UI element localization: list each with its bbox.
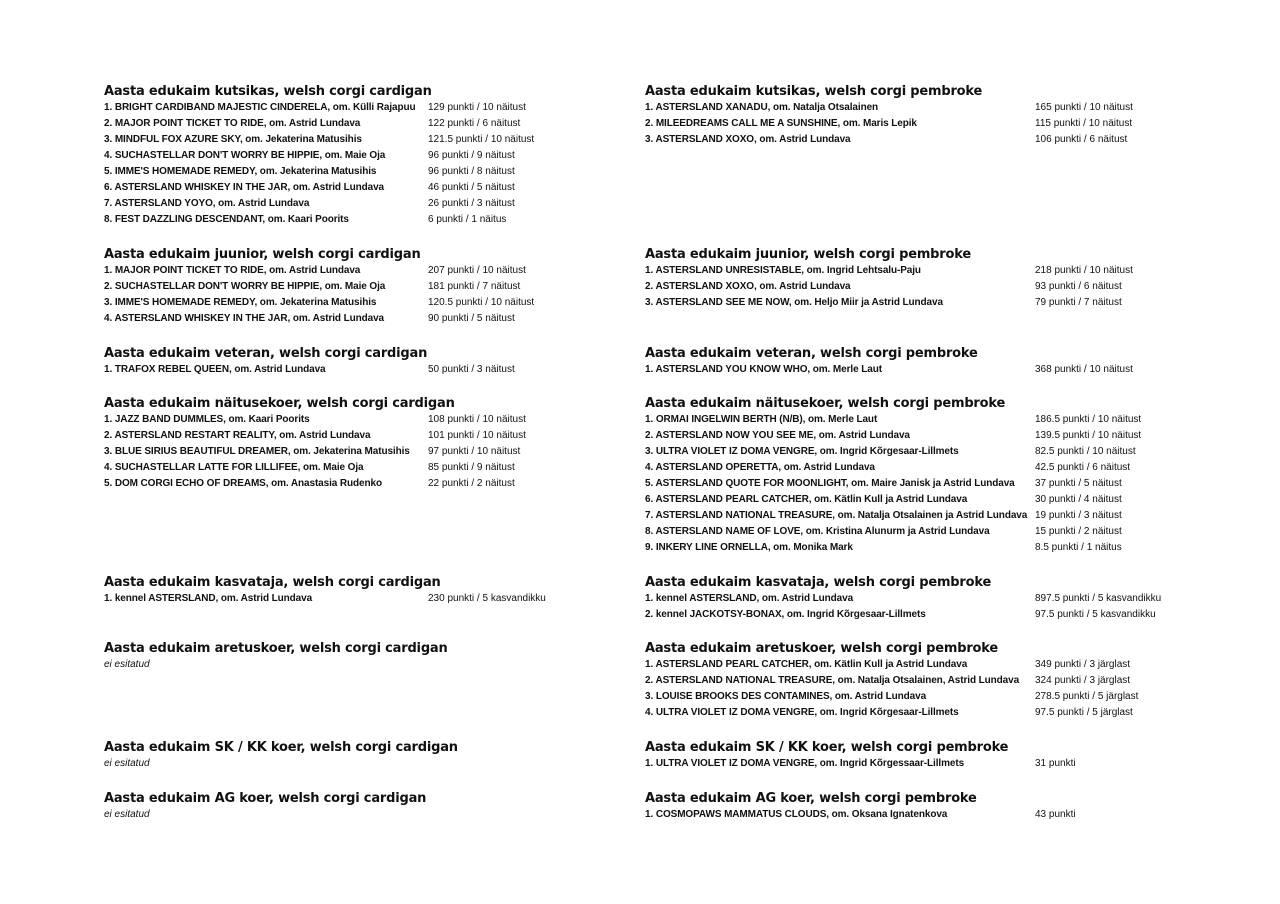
dog-name: 2. ASTERSLAND XOXO, om. Astrid Lundava — [645, 281, 851, 292]
dog-name: 4. ASTERSLAND OPERETTA, om. Astrid Lundava — [645, 462, 875, 473]
dog-name: 1. kennel ASTERSLAND, om. Astrid Lundava — [104, 593, 313, 604]
score: 106 punkti / 6 näitust — [1035, 134, 1128, 145]
score: 6 punkti / 1 näitus — [428, 214, 507, 225]
dog-name: 1. ASTERSLAND XANADU, om. Natalja Otsalainen — [645, 102, 879, 113]
dog-name: 3. IMME'S HOMEMADE REMEDY, om. Jekaterina Matusihis — [104, 297, 377, 308]
dog-name: 8. FEST DAZZLING DESCENDANT, om. Kaari Poorits — [104, 214, 349, 225]
section-title: Aasta edukaim veteran, welsh corgi pembroke — [645, 346, 978, 361]
ranking-row — [645, 705, 1133, 721]
score: 207 punkti / 10 näitust — [428, 265, 526, 276]
score: 96 punkti / 8 näitust — [428, 166, 515, 177]
score: 50 punkti / 3 näitust — [428, 364, 515, 375]
ranking-row — [645, 689, 1139, 705]
section-title: Aasta edukaim SK / KK koer, welsh corgi pembroke — [645, 740, 1009, 755]
dog-name: 1. TRAFOX REBEL QUEEN, om. Astrid Lundava — [104, 364, 326, 375]
ranking-row — [645, 524, 1122, 540]
dog-name: 1. ASTERSLAND UNRESISTABLE, om. Ingrid Lehtsalu-Paju — [645, 265, 921, 276]
dog-name: 9. INKERY LINE ORNELLA, om. Monika Mark — [645, 542, 853, 553]
ranking-row — [645, 540, 1122, 556]
dog-name: 1. MAJOR POINT TICKET TO RIDE, om. Astrid Lundava — [104, 265, 361, 276]
score: 15 punkti / 2 näitust — [1035, 526, 1122, 537]
dog-name: 6. ASTERSLAND PEARL CATCHER, om. Kätlin Kull ja Astrid Lundava — [645, 494, 968, 505]
ranking-row — [104, 279, 521, 295]
award-section — [645, 83, 1133, 148]
score: 19 punkti / 3 näitust — [1035, 510, 1122, 521]
dog-name: 3. MINDFUL FOX AZURE SKY, om. Jekaterina Matusihis — [104, 134, 362, 145]
ranking-row — [104, 132, 535, 148]
section-title: Aasta edukaim aretuskoer, welsh corgi cardigan — [104, 641, 448, 656]
score: 218 punkti / 10 näitust — [1035, 265, 1133, 276]
dog-name: 2. ASTERSLAND NATIONAL TREASURE, om. Natalja Otsalainen, Astrid Lundava — [645, 675, 1020, 686]
ranking-row — [645, 428, 1142, 444]
not-submitted-note: ei esitatud — [104, 758, 150, 769]
award-section — [645, 246, 1133, 311]
section-title: Aasta edukaim kasvataja, welsh corgi cardigan — [104, 575, 441, 590]
dog-name: 5. ASTERSLAND QUOTE FOR MOONLIGHT, om. Maire Janisk ja Astrid Lundava — [645, 478, 1015, 489]
ranking-row — [104, 164, 515, 180]
dog-name: 1. COSMOPAWS MAMMATUS CLOUDS, om. Oksana Ignatenkova — [645, 809, 948, 820]
ranking-row — [645, 362, 1133, 378]
ranking-row — [645, 444, 1136, 460]
dog-name: 1. JAZZ BAND DUMMLES, om. Kaari Poorits — [104, 414, 310, 425]
dog-name: 2. MILEEDREAMS CALL ME A SUNSHINE, om. Maris Lepik — [645, 118, 917, 129]
section-title: Aasta edukaim kasvataja, welsh corgi pembroke — [645, 575, 992, 590]
ranking-row — [645, 807, 1076, 823]
ranking-row — [104, 591, 546, 607]
section-title: Aasta edukaim aretuskoer, welsh corgi pembroke — [645, 641, 998, 656]
ranking-row — [645, 460, 1131, 476]
ranking-row — [104, 180, 515, 196]
ranking-row — [104, 263, 526, 279]
dog-name: 2. MAJOR POINT TICKET TO RIDE, om. Astrid Lundava — [104, 118, 361, 129]
dog-name: 5. DOM CORGI ECHO OF DREAMS, om. Anastasia Rudenko — [104, 478, 382, 489]
section-title: Aasta edukaim SK / KK koer, welsh corgi cardigan — [104, 740, 458, 755]
not-submitted-note: ei esitatud — [104, 809, 150, 820]
score: 115 punkti / 10 näitust — [1035, 118, 1133, 129]
award-section — [104, 83, 535, 228]
dog-name: 7. ASTERSLAND NATIONAL TREASURE, om. Natalja Otsalainen ja Astrid Lundava — [645, 510, 1028, 521]
dog-name: 3. ASTERSLAND SEE ME NOW, om. Heljo Miir ja Astrid Lundava — [645, 297, 943, 308]
award-section — [104, 640, 448, 673]
ranking-row — [645, 657, 1131, 673]
score: 121.5 punkti / 10 näitust — [428, 134, 535, 145]
section-title: Aasta edukaim AG koer, welsh corgi pembroke — [645, 791, 977, 806]
ranking-row — [645, 591, 1162, 607]
score: 85 punkti / 9 näitust — [428, 462, 515, 473]
ranking-row — [104, 428, 526, 444]
ranking-row — [645, 412, 1142, 428]
award-section — [104, 345, 515, 378]
ranking-row — [104, 444, 521, 460]
score: 90 punkti / 5 näitust — [428, 313, 515, 324]
section-title: Aasta edukaim veteran, welsh corgi cardigan — [104, 346, 428, 361]
dog-name: 1. kennel ASTERSLAND, om. Astrid Lundava — [645, 593, 854, 604]
award-section — [645, 790, 1076, 823]
dog-name: 4. SUCHASTELLAR DON'T WORRY BE HIPPIE, om. Maie Oja — [104, 150, 386, 161]
score: 8.5 punkti / 1 näitus — [1035, 542, 1122, 553]
ranking-row — [645, 279, 1122, 295]
award-section — [645, 395, 1142, 556]
score: 165 punkti / 10 näitust — [1035, 102, 1133, 113]
award-section — [645, 574, 1162, 623]
ranking-row — [645, 100, 1133, 116]
section-title: Aasta edukaim näitusekoer, welsh corgi pembroke — [645, 396, 1006, 411]
dog-name: 2. ASTERSLAND NOW YOU SEE ME, om. Astrid Lundava — [645, 430, 910, 441]
score: 43 punkti — [1035, 809, 1076, 820]
award-section — [645, 345, 1133, 378]
ranking-row — [645, 492, 1122, 508]
ranking-row — [104, 116, 521, 132]
dog-name: 1. ASTERSLAND YOU KNOW WHO, om. Merle Laut — [645, 364, 882, 375]
score: 120.5 punkti / 10 näitust — [428, 297, 535, 308]
dog-name: 4. ULTRA VIOLET IZ DOMA VENGRE, om. Ingrid Kõrgesaar-Lillmets — [645, 707, 959, 718]
award-section — [104, 790, 426, 823]
award-section — [645, 640, 1139, 721]
ranking-row — [645, 756, 1076, 772]
score: 26 punkti / 3 näitust — [428, 198, 515, 209]
ranking-row — [104, 196, 515, 212]
section-title: Aasta edukaim juunior, welsh corgi pembroke — [645, 247, 971, 262]
dog-name: 3. LOUISE BROOKS DES CONTAMINES, om. Astrid Lundava — [645, 691, 927, 702]
dog-name: 4. SUCHASTELLAR LATTE FOR LILLIFEE, om. Maie Oja — [104, 462, 364, 473]
ranking-row — [104, 295, 535, 311]
score: 129 punkti / 10 näitust — [428, 102, 526, 113]
dog-name: 6. ASTERSLAND WHISKEY IN THE JAR, om. Astrid Lundava — [104, 182, 385, 193]
score: 349 punkti / 3 järglast — [1035, 659, 1131, 670]
score: 79 punkti / 7 näitust — [1035, 297, 1122, 308]
score: 186.5 punkti / 10 näitust — [1035, 414, 1142, 425]
score: 37 punkti / 5 näitust — [1035, 478, 1122, 489]
score: 139.5 punkti / 10 näitust — [1035, 430, 1142, 441]
score: 30 punkti / 4 näitust — [1035, 494, 1122, 505]
dog-name: 3. BLUE SIRIUS BEAUTIFUL DREAMER, om. Jekaterina Matusihis — [104, 446, 410, 457]
dog-name: 5. IMME'S HOMEMADE REMEDY, om. Jekaterina Matusihis — [104, 166, 377, 177]
award-section — [104, 246, 535, 327]
score: 93 punkti / 6 näitust — [1035, 281, 1122, 292]
score: 22 punkti / 2 näitust — [428, 478, 515, 489]
ranking-row — [645, 476, 1122, 492]
score: 122 punkti / 6 näitust — [428, 118, 521, 129]
score: 97 punkti / 10 näitust — [428, 446, 521, 457]
ranking-row — [645, 263, 1133, 279]
ranking-row — [104, 311, 515, 327]
dog-name: 3. ASTERSLAND XOXO, om. Astrid Lundava — [645, 134, 851, 145]
award-section — [645, 739, 1076, 772]
section-title: Aasta edukaim kutsikas, welsh corgi cardigan — [104, 84, 432, 99]
award-section — [104, 574, 546, 607]
score: 97.5 punkti / 5 järglast — [1035, 707, 1133, 718]
score: 42.5 punkti / 6 näitust — [1035, 462, 1131, 473]
ranking-row — [645, 295, 1122, 311]
dog-name: 2. kennel JACKOTSY-BONAX, om. Ingrid Kõrgesaar-Lillmets — [645, 609, 926, 620]
score: 368 punkti / 10 näitust — [1035, 364, 1133, 375]
dog-name: 1. BRIGHT CARDIBAND MAJESTIC CINDERELA, om. Külli Rajapuu — [104, 102, 416, 113]
dog-name: 2. SUCHASTELLAR DON'T WORRY BE HIPPIE, om. Maie Oja — [104, 281, 386, 292]
ranking-row — [104, 100, 526, 116]
ranking-row — [104, 476, 515, 492]
dog-name: 8. ASTERSLAND NAME OF LOVE, om. Kristina Alunurm ja Astrid Lundava — [645, 526, 990, 537]
dog-name: 1. ASTERSLAND PEARL CATCHER, om. Kätlin Kull ja Astrid Lundava — [645, 659, 968, 670]
dog-name: 3. ULTRA VIOLET IZ DOMA VENGRE, om. Ingrid Kõrgesaar-Lillmets — [645, 446, 959, 457]
ranking-row — [645, 673, 1131, 689]
dog-name: 7. ASTERSLAND YOYO, om. Astrid Lundava — [104, 198, 310, 209]
score: 101 punkti / 10 näitust — [428, 430, 526, 441]
ranking-row — [645, 607, 1156, 623]
ranking-row — [104, 212, 507, 228]
dog-name: 4. ASTERSLAND WHISKEY IN THE JAR, om. Astrid Lundava — [104, 313, 385, 324]
ranking-row — [645, 132, 1128, 148]
award-section — [104, 395, 526, 492]
ranking-row — [645, 116, 1133, 132]
dog-name: 1. ORMAI INGELWIN BERTH (N/B), om. Merle Laut — [645, 414, 878, 425]
score: 181 punkti / 7 näitust — [428, 281, 521, 292]
not-submitted-note: ei esitatud — [104, 659, 150, 670]
dog-name: 1. ULTRA VIOLET IZ DOMA VENGRE, om. Ingrid Kõrgessaar-Lillmets — [645, 758, 965, 769]
ranking-row — [104, 460, 515, 476]
score: 97.5 punkti / 5 kasvandikku — [1035, 609, 1156, 620]
score: 31 punkti — [1035, 758, 1076, 769]
ranking-row — [104, 362, 515, 378]
section-title: Aasta edukaim AG koer, welsh corgi cardigan — [104, 791, 427, 806]
score: 46 punkti / 5 näitust — [428, 182, 515, 193]
dog-name: 2. ASTERSLAND RESTART REALITY, om. Astrid Lundava — [104, 430, 371, 441]
section-title: Aasta edukaim juunior, welsh corgi cardigan — [104, 247, 421, 262]
score: 96 punkti / 9 näitust — [428, 150, 515, 161]
section-title: Aasta edukaim kutsikas, welsh corgi pembroke — [645, 84, 983, 99]
score: 324 punkti / 3 järglast — [1035, 675, 1131, 686]
ranking-row — [104, 412, 526, 428]
ranking-row — [104, 148, 515, 164]
section-title: Aasta edukaim näitusekoer, welsh corgi cardigan — [104, 396, 455, 411]
ranking-row — [645, 508, 1122, 524]
score: 278.5 punkti / 5 järglast — [1035, 691, 1139, 702]
score: 897.5 punkti / 5 kasvandikku — [1035, 593, 1162, 604]
award-section — [104, 739, 458, 772]
score: 230 punkti / 5 kasvandikku — [428, 593, 546, 604]
score: 82.5 punkti / 10 näitust — [1035, 446, 1136, 457]
score: 108 punkti / 10 näitust — [428, 414, 526, 425]
